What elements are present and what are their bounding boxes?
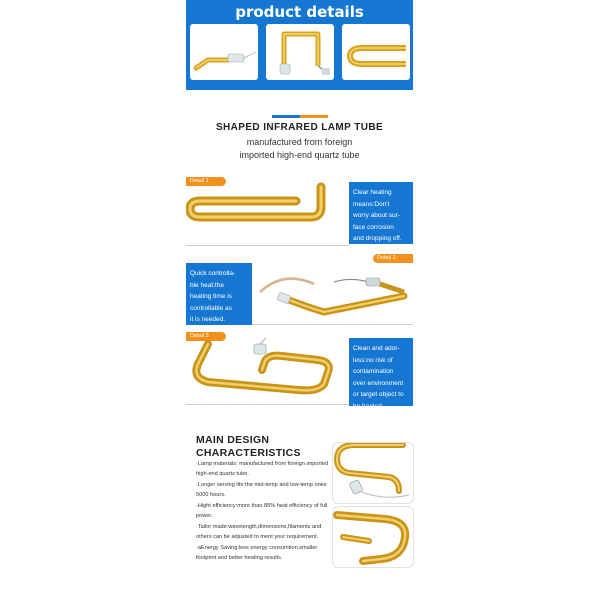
headline-title: SHAPED INFRARED LAMP TUBE	[215, 122, 384, 133]
list-item: ·Tailor made:wavelength,dimensions,filaments and others can be adjusted to ment your requirement.	[196, 524, 322, 540]
banner-title: product details	[235, 3, 364, 21]
list-item: ·Hight efficiency:more than 85% heat efficiency of full power.	[196, 503, 328, 519]
divider-accent-blue	[272, 115, 300, 118]
detail-badge-1: Detail 1	[186, 177, 226, 186]
product-details-banner	[186, 0, 413, 90]
divider-accent-orange	[300, 115, 328, 118]
list-item: ·Longer serving life:the mid-temp and low-temp ones 5000 hours.	[196, 482, 327, 498]
detail-1-description: Clear heating means:Don't worry about sur- face corrosion and dropping off.	[349, 182, 413, 244]
thumbnail-1	[190, 24, 258, 80]
headline-sub-1: manufactured from foreign	[246, 137, 353, 147]
list-item: ·Lamp materials: manufactured from foreign imported high-end quartz tube.	[196, 461, 329, 477]
detail-2-rule	[252, 324, 413, 325]
detail-1-rule	[186, 245, 349, 246]
thumbnail-3	[342, 24, 410, 80]
detail-3-rule	[186, 404, 349, 405]
detail-3-tube-image	[186, 338, 348, 404]
detail-2-tube-image	[254, 262, 413, 326]
list-item: ·aEnergy Saving:less energy consumtion,smaller footprint and better heating results.	[196, 545, 318, 561]
main-design-list	[196, 460, 331, 565]
detail-badge-2: Detail 2	[373, 254, 413, 263]
thumbnail-2	[266, 24, 334, 80]
feature-image-1	[332, 442, 414, 504]
detail-3-description: Clean and ador- less:no risk of contamination over environment or target object to be heated.	[349, 338, 413, 406]
detail-1-tube-image	[186, 181, 351, 245]
headline-sub-2: imported high-end quartz tube	[239, 150, 360, 160]
detail-2-description: Quick controlla- ble heat:the heating time is controllable as it is needed.	[186, 263, 252, 325]
detail-badge-3: Detail 3	[186, 332, 226, 341]
main-design-title: MAIN DESIGN CHARACTERISTICS	[196, 434, 301, 459]
feature-image-2	[332, 506, 414, 568]
detail-panel-2	[186, 254, 413, 324]
detail-panel-1	[186, 177, 413, 247]
detail-panel-3	[186, 332, 413, 410]
